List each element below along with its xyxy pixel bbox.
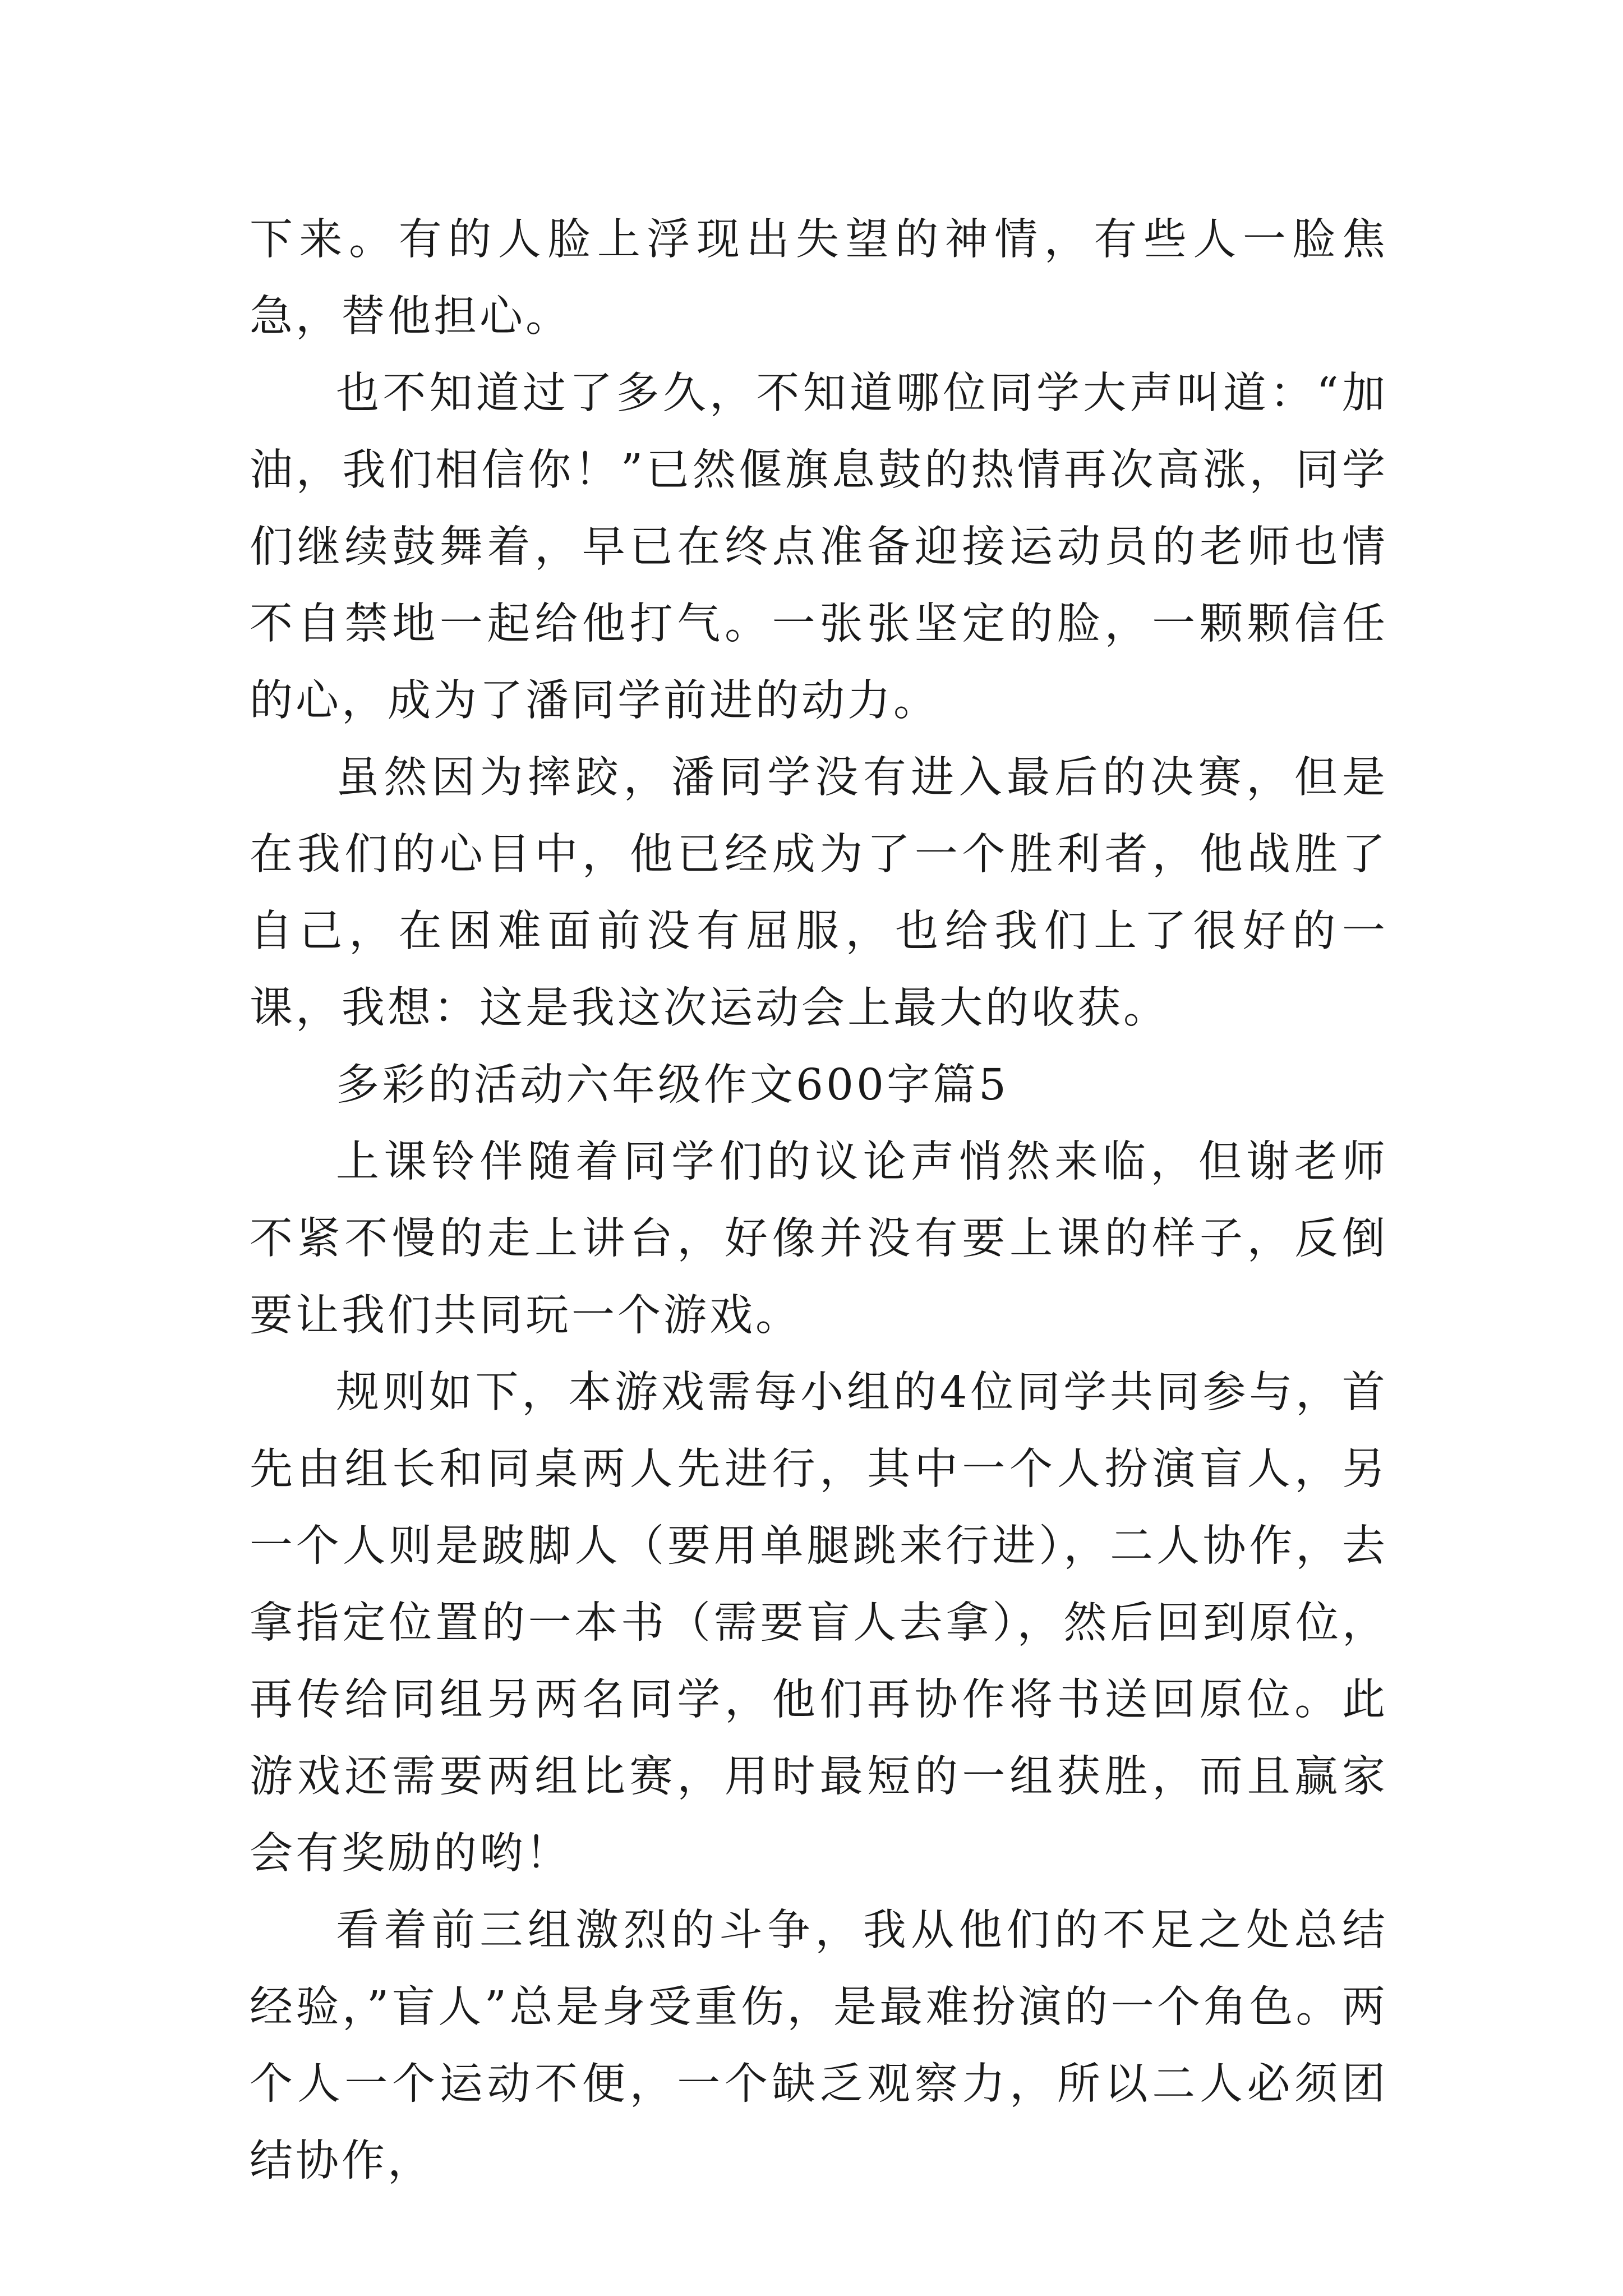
paragraph: 上课铃伴随着同学们的议论声悄然来临，但谢老师不紧不慢的走上讲台，好像并没有要上课的样子，反倒要让我们共同玩一个游戏。 [250, 1137, 1388, 1341]
paragraph: 规则如下，本游戏需每小组的4位同学共同参与，首先由组长和同桌两人先进行，其中一个人扮演盲人，另一个人则是跛脚人（要用单腿跳来行进），二人协作，去拿指定位置的一本书（需要盲人去拿），然后回到原位，再传给同组另两名同学，他们再协作将书送回原位。此游戏还需要两组比赛，用时最短的一组获胜，而且赢家会有奖励的哟！ [250, 1368, 1388, 1879]
paragraph-continuation: 下来。有的人脸上浮现出失望的神情，有些人一脸焦急，替他担心。 [250, 215, 1388, 342]
section-heading: 多彩的活动六年级作文600字篇5 [336, 1060, 1009, 1110]
document-body [250, 201, 1388, 2200]
paragraph: 看着前三组激烈的斗争，我从他们的不足之处总结经验，”盲人”总是身受重伤，是最难扮演的一个角色。两个人一个运动不便，一个缺乏观察力，所以二人必须团结协作， [250, 1906, 1388, 2186]
paragraph: 虽然因为摔跤，潘同学没有进入最后的决赛，但是在我们的心目中，他已经成为了一个胜利者，他战胜了自己，在困难面前没有屈服，也给我们上了很好的一课，我想：这是我这次运动会上最大的收获。 [250, 753, 1388, 1033]
paragraph: 也不知道过了多久，不知道哪位同学大声叫道：“加油，我们相信你！”已然偃旗息鼓的热情再次高涨，同学们继续鼓舞着，早已在终点准备迎接运动员的老师也情不自禁地一起给他打气。一张张坚定的脸，一颗颗信任的心，成为了潘同学前进的动力。 [250, 369, 1388, 726]
